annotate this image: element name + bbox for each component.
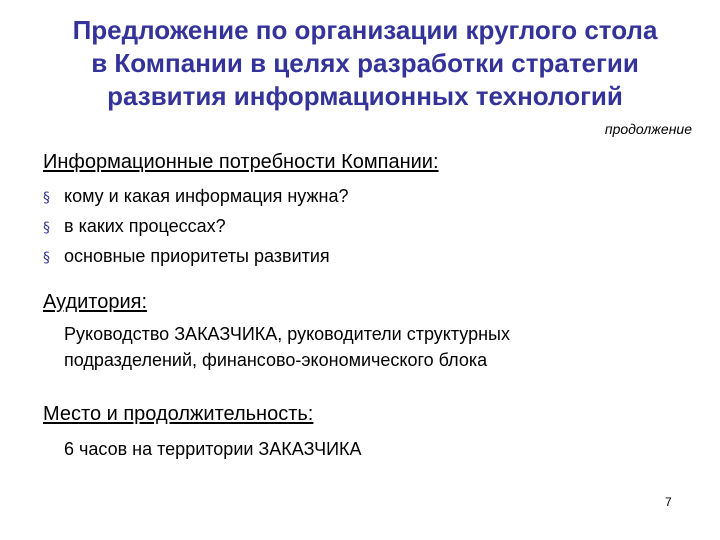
square-bullet-icon: § [43, 190, 50, 206]
slide-title [20, 14, 710, 113]
list-item [43, 241, 349, 271]
list-item-text: кому и какая информация нужна? [64, 186, 349, 206]
continuation-note: продолжение [604, 121, 692, 137]
venue-text-line: 6 часов на территории ЗАКАЗЧИКА [64, 439, 362, 459]
list-item [43, 211, 349, 241]
audience-text-line-2: подразделений, финансово-экономического блока [64, 350, 488, 370]
page-number: 7 [665, 495, 672, 509]
needs-heading: Информационные потребности Компании: [43, 151, 439, 173]
audience-heading: Аудитория: [43, 291, 148, 313]
audience-text-line-1: Руководство ЗАКАЗЧИКА, руководители структурных [64, 324, 510, 344]
list-item [43, 181, 349, 211]
title-line-2: в Компании в целях разработки стратегии [91, 48, 639, 78]
square-bullet-icon: § [43, 250, 50, 266]
square-bullet-icon: § [43, 220, 50, 236]
title-line-1: Предложение по организации круглого стола [72, 15, 658, 45]
list-item-text: в каких процессах? [64, 216, 226, 236]
title-line-3: развития информационных технологий [107, 81, 623, 111]
list-item-text: основные приоритеты развития [64, 246, 330, 266]
needs-list [43, 181, 349, 271]
audience-text [64, 321, 510, 373]
venue-text [64, 436, 362, 462]
venue-heading: Место и продолжительность: [43, 403, 314, 425]
